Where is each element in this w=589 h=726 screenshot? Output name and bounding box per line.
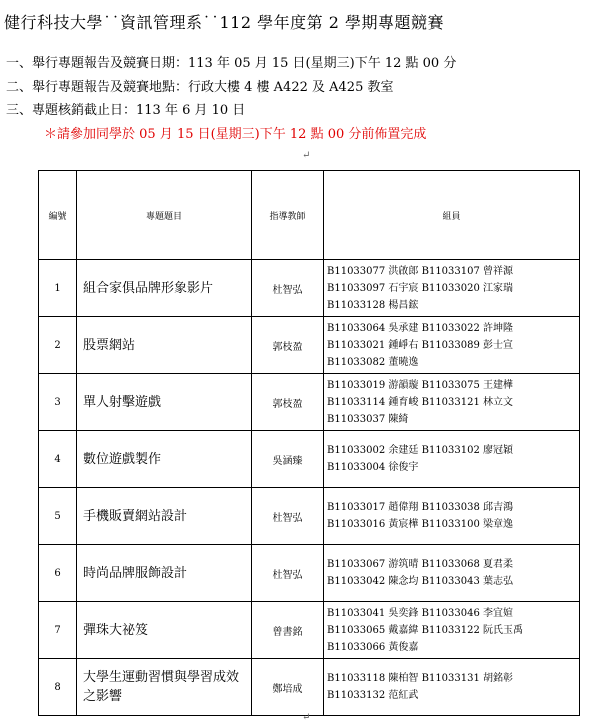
info-date: 一、舉行專題報告及競賽日期：113 年 05 月 15 日(星期三)下午 12 點 00 分 xyxy=(6,56,457,71)
row-members xyxy=(324,545,580,602)
member-line: B11033021 鍾崢右 B11033089 彭士宣 xyxy=(327,339,514,351)
row-topic: 組合家俱品牌形象影片 xyxy=(77,260,252,317)
member-line: B11033082 董曉逸 xyxy=(327,356,419,368)
info-deadline: 三、專題核銷截止日：113 年 6 月 10 日 xyxy=(6,103,246,118)
row-advisor: 郭枝盈 xyxy=(252,317,324,374)
row-members xyxy=(324,488,580,545)
row-members xyxy=(324,602,580,659)
member-line: B11033097 石宇宸 B11033020 江家瑞 xyxy=(327,282,514,294)
table-row xyxy=(39,317,580,374)
info-location: 二、舉行專題報告及競賽地點：行政大樓 4 樓 A422 及 A425 教室 xyxy=(6,80,394,95)
paragraph-mark-icon: ↵ xyxy=(302,150,311,161)
row-topic: 時尚品牌服飾設計 xyxy=(77,545,252,602)
row-members xyxy=(324,431,580,488)
header-advisor: 指導教師 xyxy=(252,171,324,260)
row-num: 3 xyxy=(39,374,77,431)
table-row xyxy=(39,374,580,431)
member-line: B11033077 洪啟郎 B11033107 曾祥源 xyxy=(327,265,514,277)
row-advisor: 曾書銘 xyxy=(252,602,324,659)
project-table xyxy=(38,170,580,716)
row-topic: 單人射擊遊戲 xyxy=(77,374,252,431)
table-row xyxy=(39,659,580,716)
member-line: B11033002 余建廷 B11033102 廖冠穎 xyxy=(327,445,514,456)
row-topic: 大學生運動習慣與學習成效之影響 xyxy=(77,659,252,716)
table-row xyxy=(39,488,580,545)
table-row xyxy=(39,545,580,602)
member-line: B11033118 陳柏智 B11033131 胡銘彰 xyxy=(327,673,514,684)
row-advisor: 杜智弘 xyxy=(252,488,324,545)
row-num: 4 xyxy=(39,431,77,488)
table-row xyxy=(39,260,580,317)
row-members xyxy=(324,260,580,317)
member-line: B11033041 吳奕鋒 B11033046 李宜媗 xyxy=(327,607,514,619)
paragraph-mark-icon: ↵ xyxy=(302,712,311,723)
row-members xyxy=(324,374,580,431)
member-line: B11033066 黃俊嘉 xyxy=(327,641,419,653)
member-line: B11033065 戴嘉緯 B11033122 阮氏玉禹 xyxy=(327,624,524,636)
row-advisor: 杜智弘 xyxy=(252,260,324,317)
row-num: 1 xyxy=(39,260,77,317)
table-header-row xyxy=(39,171,580,260)
member-line: B11033132 范紅武 xyxy=(327,690,419,701)
header-topic: 專題題目 xyxy=(77,171,252,260)
member-line: B11033019 游韻璇 B11033075 王建樺 xyxy=(327,379,514,391)
row-topic: 數位遊戲製作 xyxy=(77,431,252,488)
row-num: 5 xyxy=(39,488,77,545)
row-members xyxy=(324,317,580,374)
row-num: 7 xyxy=(39,602,77,659)
row-num: 6 xyxy=(39,545,77,602)
row-advisor: 鄭培成 xyxy=(252,659,324,716)
page-title: 健行科技大學˙˙資訊管理系˙˙112 學年度第 2 學期專題競賽 xyxy=(4,13,444,32)
member-line: B11033004 徐俊宇 xyxy=(327,462,419,473)
member-line: B11033067 游筑晴 B11033068 夏君柔 xyxy=(327,559,514,570)
member-line: B11033016 黃宸樺 B11033100 梁章逸 xyxy=(327,519,514,530)
row-members xyxy=(324,659,580,716)
table-row xyxy=(39,602,580,659)
member-line: B11033114 鍾育峻 B11033121 林立文 xyxy=(327,396,514,408)
member-line: B11033064 吳承建 B11033022 許坤隆 xyxy=(327,322,514,334)
member-line: B11033042 陳念均 B11033043 葉志弘 xyxy=(327,576,514,587)
member-line: B11033037 陳綺 xyxy=(327,413,409,425)
row-topic: 彈珠大祕笈 xyxy=(77,602,252,659)
member-line: B11033017 趙偉翔 B11033038 邱吉鴻 xyxy=(327,502,514,513)
row-advisor: 吳涵臻 xyxy=(252,431,324,488)
row-advisor: 郭枝盈 xyxy=(252,374,324,431)
row-advisor: 杜智弘 xyxy=(252,545,324,602)
row-topic: 手機販賣網站設計 xyxy=(77,488,252,545)
row-topic: 股票網站 xyxy=(77,317,252,374)
table-row xyxy=(39,431,580,488)
header-num: 編號 xyxy=(39,171,77,260)
row-num: 8 xyxy=(39,659,77,716)
member-line: B11033128 楊昌鋐 xyxy=(327,299,419,311)
header-members: 組員 xyxy=(324,171,580,260)
notice-text: ＊請參加同學於 05 月 15 日(星期三)下午 12 點 00 分前佈置完成 xyxy=(44,127,427,142)
row-num: 2 xyxy=(39,317,77,374)
